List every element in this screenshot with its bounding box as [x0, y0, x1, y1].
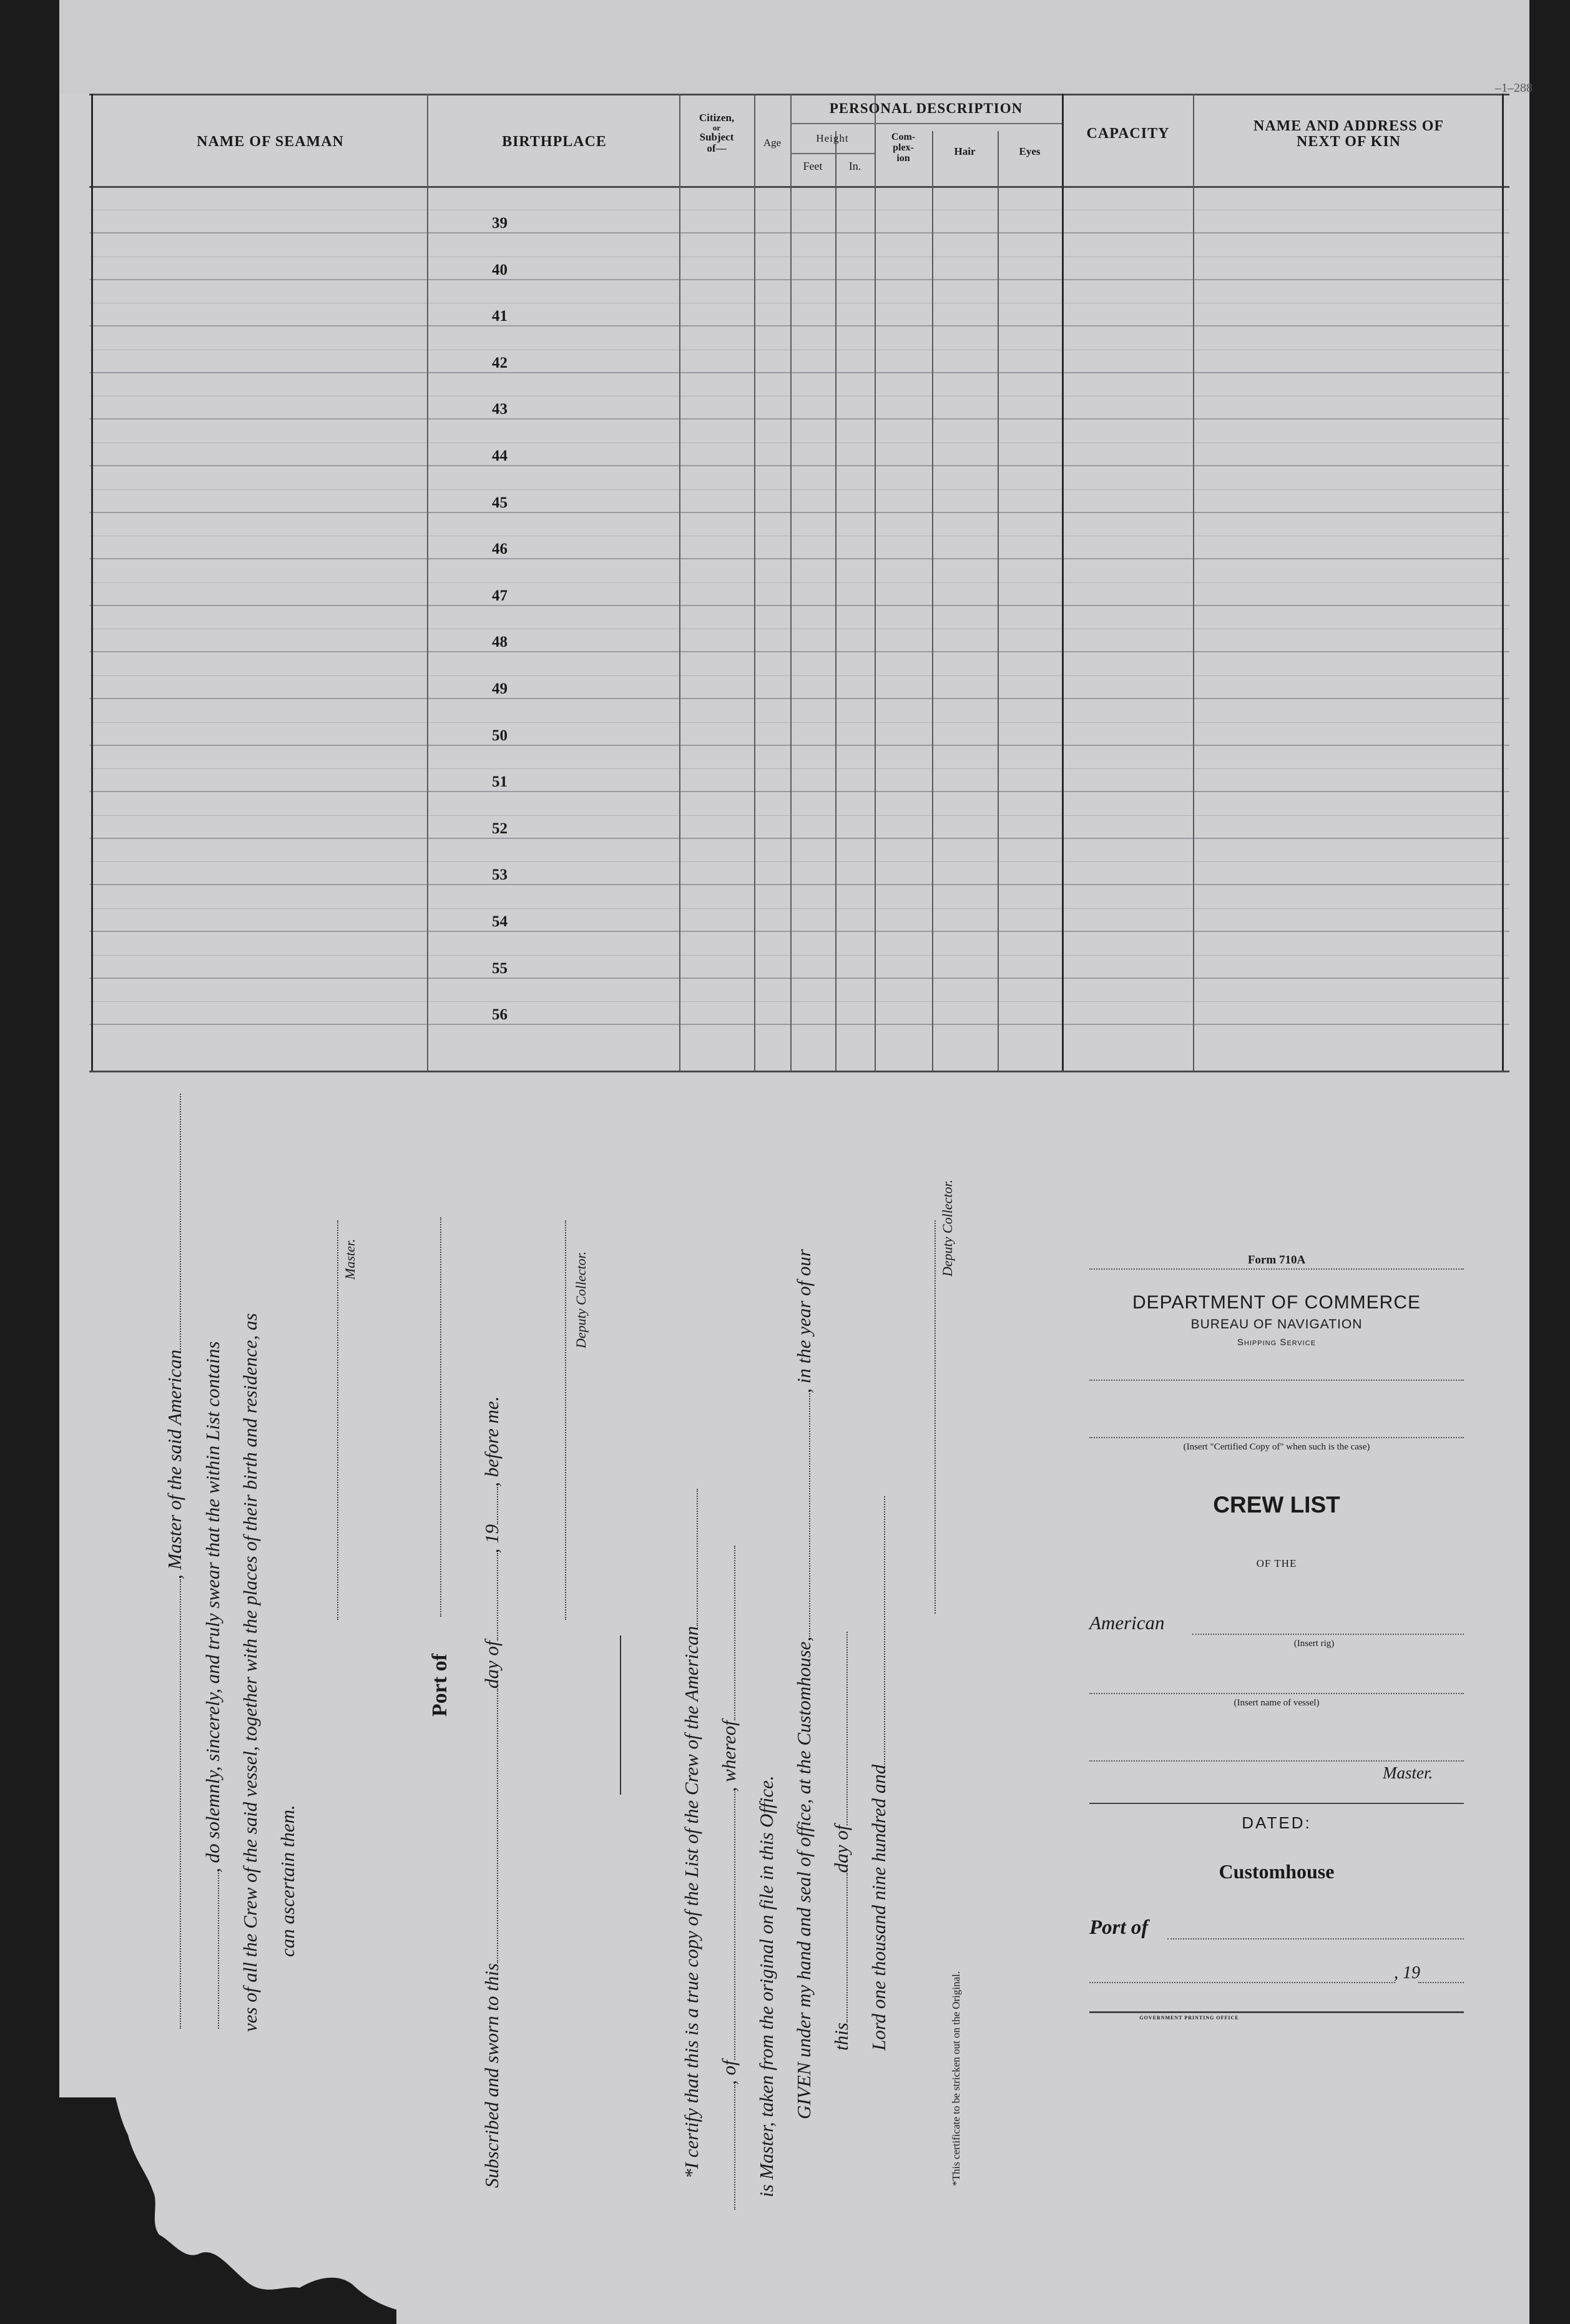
row-number: 53 — [492, 866, 508, 883]
row-rule — [89, 232, 1509, 233]
row-rule — [89, 372, 1509, 373]
oath-line-4: can ascertain them. — [277, 1805, 298, 1957]
row-number: 40 — [492, 262, 508, 278]
cert-line-4: GIVEN under my hand and seal of office, at the Customhouse,, in the year of our — [793, 1249, 815, 2119]
header-inches: In. — [848, 160, 861, 172]
row-number: 45 — [492, 494, 508, 511]
oath-master-label: Master. — [342, 1238, 358, 1280]
insert-name-note: (Insert name of vessel) — [1234, 1698, 1320, 1708]
cert-line-5: thisday of — [830, 1632, 853, 2051]
header-feet: Feet — [803, 160, 823, 172]
row-number: 39 — [492, 215, 508, 232]
bureau: BUREAU OF NAVIGATION — [1190, 1317, 1363, 1331]
row-rule — [89, 838, 1509, 839]
row-subrule — [89, 722, 1509, 723]
row-number: 50 — [492, 727, 508, 744]
oath-subscribed: Subscribed and sworn to thisday of, 19, before me. — [481, 1396, 503, 2188]
row-number: 44 — [492, 448, 508, 464]
header-citizen: Citizen, or Subject of— — [699, 112, 735, 155]
department: DEPARTMENT OF COMMERCE — [1132, 1292, 1421, 1313]
customhouse-label: Customhouse — [1219, 1860, 1335, 1883]
port-line — [440, 1217, 441, 1617]
header-personal-description: PERSONAL DESCRIPTION — [829, 101, 1023, 116]
page-stamp: –1–288 — [1495, 81, 1533, 95]
insert-certified-note: (Insert "Certified Copy of" when such is the case) — [1183, 1442, 1370, 1452]
row-rule — [89, 558, 1509, 559]
oath-line-3: ves of all the Crew of the said vessel, together with the places of their birth and residence, as — [239, 1313, 261, 2032]
row-subrule — [89, 489, 1509, 490]
row-subrule — [89, 675, 1509, 676]
cert-footnote: *This certificate to be stricken out on the Original. — [950, 1971, 962, 2186]
row-subrule — [89, 768, 1509, 769]
row-rule — [89, 465, 1509, 466]
row-number: 49 — [492, 680, 508, 697]
row-rule — [89, 279, 1509, 280]
row-number: 54 — [492, 913, 508, 930]
insert-rig-note: (Insert rig) — [1293, 1639, 1335, 1649]
port-of-label: Port of — [1089, 1916, 1149, 1939]
master-signature-line — [337, 1220, 338, 1620]
row-rule — [89, 418, 1509, 419]
row-subrule — [89, 815, 1509, 816]
master-label: Master. — [1383, 1763, 1433, 1782]
row-number: 51 — [492, 773, 508, 790]
header-complexion: Com- plex- ion — [891, 132, 916, 164]
row-subrule — [89, 861, 1509, 862]
row-rule — [89, 884, 1509, 885]
row-number: 55 — [492, 960, 508, 977]
header-name-of-seaman: NAME OF SEAMAN — [197, 134, 344, 150]
dated-label: DATED: — [1242, 1813, 1312, 1832]
header-capacity: CAPACITY — [1086, 125, 1170, 142]
row-rule — [89, 512, 1509, 513]
row-rule — [89, 931, 1509, 932]
oath-line-2: , do solemnly, sincerely, and truly swear that the within List contains — [202, 1341, 224, 2029]
row-subrule — [89, 908, 1509, 909]
row-number: 47 — [492, 587, 508, 604]
row-number: 41 — [492, 308, 508, 325]
form-number: Form 710A — [1247, 1253, 1306, 1267]
row-rule — [89, 791, 1509, 792]
row-rule — [89, 745, 1509, 746]
row-rule — [89, 651, 1509, 652]
year-prefix: , 19 — [1394, 1963, 1420, 1983]
header-eyes: Eyes — [1019, 145, 1041, 157]
row-number: 56 — [492, 1006, 508, 1023]
header-height: Height — [816, 132, 849, 144]
paper-header-strip — [59, 0, 1529, 94]
crew-list-title: CREW LIST — [1213, 1492, 1340, 1517]
crew-table — [89, 94, 1509, 1071]
header-age: Age — [763, 137, 782, 149]
row-number: 46 — [492, 541, 508, 557]
service: Shipping Service — [1237, 1337, 1317, 1348]
of-the: OF THE — [1256, 1557, 1297, 1569]
american-label: American — [1089, 1612, 1165, 1634]
cert-deputy-collector: Deputy Collector. — [940, 1179, 955, 1277]
cert-line-3: is Master, taken from the original on file in this Office. — [755, 1775, 777, 2197]
cert-line-2: , of, whereof — [718, 1546, 740, 2210]
row-subrule — [89, 582, 1509, 583]
oath-port-of: Port of — [428, 1653, 451, 1717]
row-number: 48 — [492, 634, 508, 650]
row-subrule — [89, 1001, 1509, 1002]
row-number: 43 — [492, 401, 508, 418]
oath-line-1: , Master of the said American — [164, 1094, 186, 2029]
deputy-collector-line — [565, 1220, 566, 1620]
cert-line-1: *I certify that this is a true copy of the List of the Crew of the American — [680, 1489, 703, 2179]
row-rule — [89, 698, 1509, 699]
row-subrule — [89, 955, 1509, 956]
header-next-of-kin: NAME AND ADDRESS OF NEXT OF KIN — [1253, 118, 1445, 150]
section-divider — [620, 1635, 621, 1795]
row-rule — [89, 978, 1509, 979]
torn-corner — [59, 2097, 396, 2324]
row-rule — [89, 605, 1509, 606]
oath-deputy-collector: Deputy Collector. — [573, 1251, 589, 1348]
header-birthplace: BIRTHPLACE — [502, 134, 607, 150]
header-hair: Hair — [954, 145, 976, 157]
row-rule — [89, 325, 1509, 326]
row-number: 42 — [492, 355, 508, 371]
row-number: 52 — [492, 820, 508, 837]
cert-line-6: Lord one thousand nine hundred and — [868, 1496, 890, 2051]
printer-mark: GOVERNMENT PRINTING OFFICE — [1139, 2015, 1239, 2021]
cert-deputy-line — [935, 1220, 936, 1614]
row-rule — [89, 1024, 1509, 1025]
